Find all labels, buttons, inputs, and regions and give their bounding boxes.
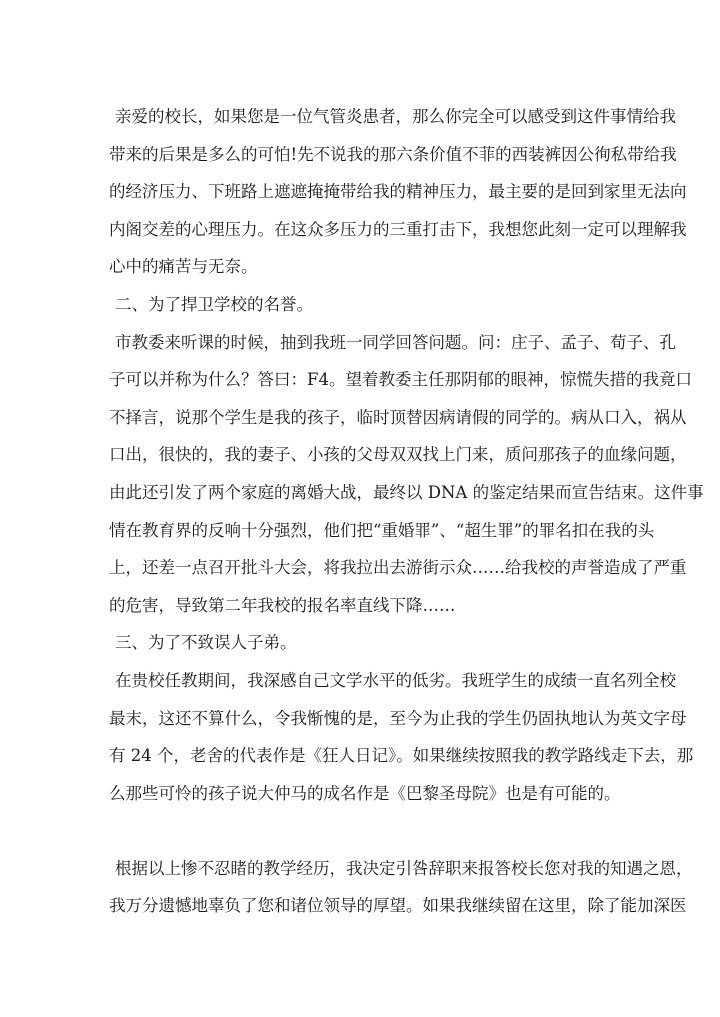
text-line: 有 24 个，老舍的代表作是《狂人日记》。如果继续按照我的教学路线走下去，那 xyxy=(109,746,694,766)
text-line: 子可以并称为什么？答曰：F4。望着教委主任那阴郁的眼神，惊慌失措的我竟口 xyxy=(109,370,692,390)
text-line: 根据以上惨不忍睹的教学经历，我决定引咎辞职来报答校长您对我的知遇之恩， xyxy=(115,858,693,878)
text-line: 上，还差一点召开批斗大会，将我拉出去游街示众……给我校的声誉造成了严重 xyxy=(109,558,687,578)
text-line: 内阁交差的心理压力。在这众多压力的三重打击下，我想您此刻一定可以理解我 xyxy=(109,219,687,239)
text-line: 由此还引发了两个家庭的离婚大战，最终以 DNA 的鉴定结果而宣告结束。这件事 xyxy=(109,482,704,502)
text-line: 的危害，导致第二年我校的报名率直线下降…… xyxy=(109,595,456,615)
document-page xyxy=(109,98,704,925)
text-line: 二、为了捍卫学校的名誉。 xyxy=(115,294,313,314)
text-line: 么那些可怜的孩子说大仲马的成名作是《巴黎圣母院》也是有可能的。 xyxy=(109,783,621,803)
blank-line xyxy=(109,812,613,850)
text-line: 带来的后果是多么的可怕!先不说我的那六条价值不菲的西装裤因公徇私带给我 xyxy=(109,144,677,164)
text-line: 三、为了不致误人子弟。 xyxy=(115,633,297,653)
text-line: 亲爱的校长，如果您是一位气管炎患者，那么你完全可以感受到这件事情给我 xyxy=(115,107,676,126)
text-line: 口出，很快的，我的妻子、小孩的父母双双找上门来，质问那孩子的血缘问题， xyxy=(109,445,687,465)
text-line: 市教委来听课的时候，抽到我班一同学回答问题。问：庄子、孟子、荀子、孔 xyxy=(115,332,676,352)
text-line: 的经济压力、下班路上遮遮掩掩带给我的精神压力，最主要的是回到家里无法向 xyxy=(109,182,687,202)
text-line: 情在教育界的反响十分强烈，他们把“重婚罪”、“超生罪”的罪名扣在我的头 xyxy=(109,520,655,540)
text-line: 在贵校任教期间，我深感自己文学水平的低劣。我班学生的成绩一直名列全校 xyxy=(115,670,676,690)
text-line: 不择言，说那个学生是我的孩子，临时顶替因病请假的同学的。病从口入，祸从 xyxy=(109,407,687,427)
text-line: 我万分遗憾地辜负了您和诸位领导的厚望。如果我继续留在这里，除了能加深医 xyxy=(109,896,687,916)
text-line: 心中的痛苦与无奈。 xyxy=(109,257,258,277)
text-line: 最末，这还不算什么，令我惭愧的是，至今为止我的学生仍固执地认为英文字母 xyxy=(109,708,687,728)
